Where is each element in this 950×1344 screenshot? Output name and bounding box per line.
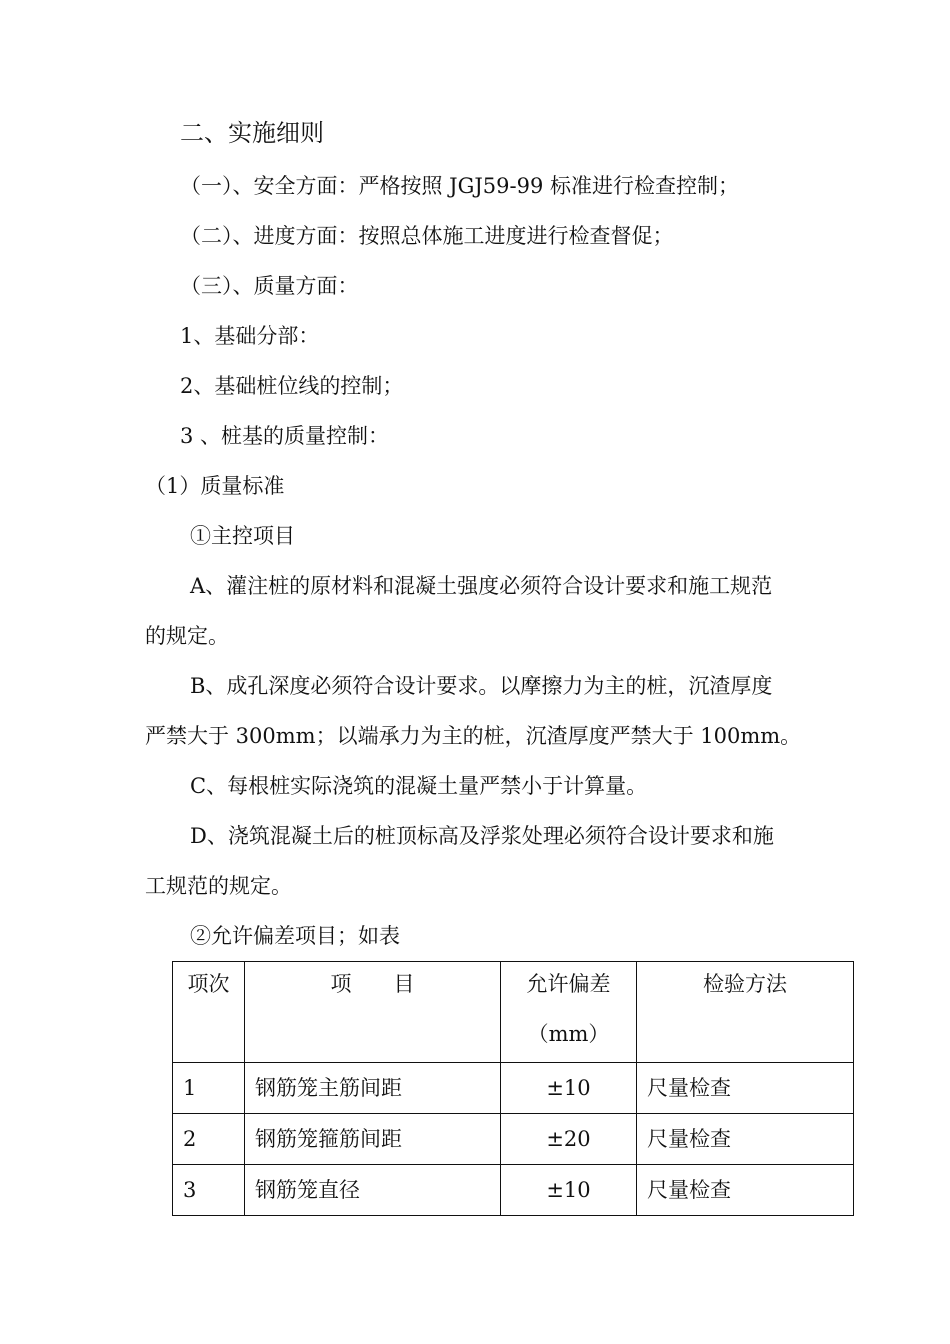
paragraph-quality-standard: （1）质量标准: [145, 474, 285, 498]
paragraph-a-line2: 的规定。: [145, 624, 229, 648]
tolerance-table: [172, 961, 854, 1216]
section-heading: 二、实施细则: [180, 119, 324, 147]
paragraph-c: C、每根桩实际浇筑的混凝土量严禁小于计算量。: [190, 774, 648, 798]
header-method: 检验方法: [637, 962, 854, 1063]
cell-item: 钢筋笼箍筋间距: [245, 1114, 501, 1165]
paragraph-main-items: ①主控项目: [190, 524, 295, 548]
paragraph-a-line1: A、灌注桩的原材料和混凝土强度必须符合设计要求和施工规范: [190, 574, 773, 598]
cell-tolerance: ±10: [501, 1063, 637, 1114]
paragraph-d-line1: D、浇筑混凝土后的桩顶标高及浮浆处理必须符合设计要求和施: [190, 824, 774, 848]
paragraph-pile-quality: 3 、桩基的质量控制：: [180, 424, 390, 448]
cell-method: 尺量检查: [637, 1114, 854, 1165]
cell-tolerance: ±10: [501, 1165, 637, 1216]
cell-item: 钢筋笼主筋间距: [245, 1063, 501, 1114]
cell-no: 2: [173, 1114, 245, 1165]
table-row: [173, 1165, 854, 1216]
cell-item: 钢筋笼直径: [245, 1165, 501, 1216]
table-row: [173, 1114, 854, 1165]
paragraph-b-line2: 严禁大于 300mm；以端承力为主的桩，沉渣厚度严禁大于 100mm。: [145, 724, 802, 748]
paragraph-safety: （一）、安全方面：严格按照 JGJ59-99 标准进行检查控制；: [180, 174, 739, 198]
paragraph-foundation: 1、基础分部：: [180, 324, 320, 348]
paragraph-progress: （二）、进度方面：按照总体施工进度进行检查督促；: [180, 224, 674, 248]
table-row: [173, 1063, 854, 1114]
header-item: 项 目: [245, 962, 501, 1063]
header-no: 项次: [173, 962, 245, 1063]
paragraph-b-line1: B、成孔深度必须符合设计要求。以摩擦力为主的桩，沉渣厚度: [190, 674, 773, 698]
paragraph-tolerance-items: ②允许偏差项目；如表: [190, 924, 400, 948]
paragraph-d-line2: 工规范的规定。: [145, 874, 292, 898]
cell-method: 尺量检查: [637, 1063, 854, 1114]
paragraph-pile-position: 2、基础桩位线的控制；: [180, 374, 404, 398]
header-tolerance-unit: （mm）: [527, 1022, 610, 1046]
cell-method: 尺量检查: [637, 1165, 854, 1216]
cell-no: 3: [173, 1165, 245, 1216]
cell-no: 1: [173, 1063, 245, 1114]
cell-tolerance: ±20: [501, 1114, 637, 1165]
table-header-row: [173, 962, 854, 1063]
paragraph-quality: （三）、质量方面：: [180, 274, 359, 298]
header-tolerance: 允许偏差 （mm）: [501, 962, 637, 1063]
